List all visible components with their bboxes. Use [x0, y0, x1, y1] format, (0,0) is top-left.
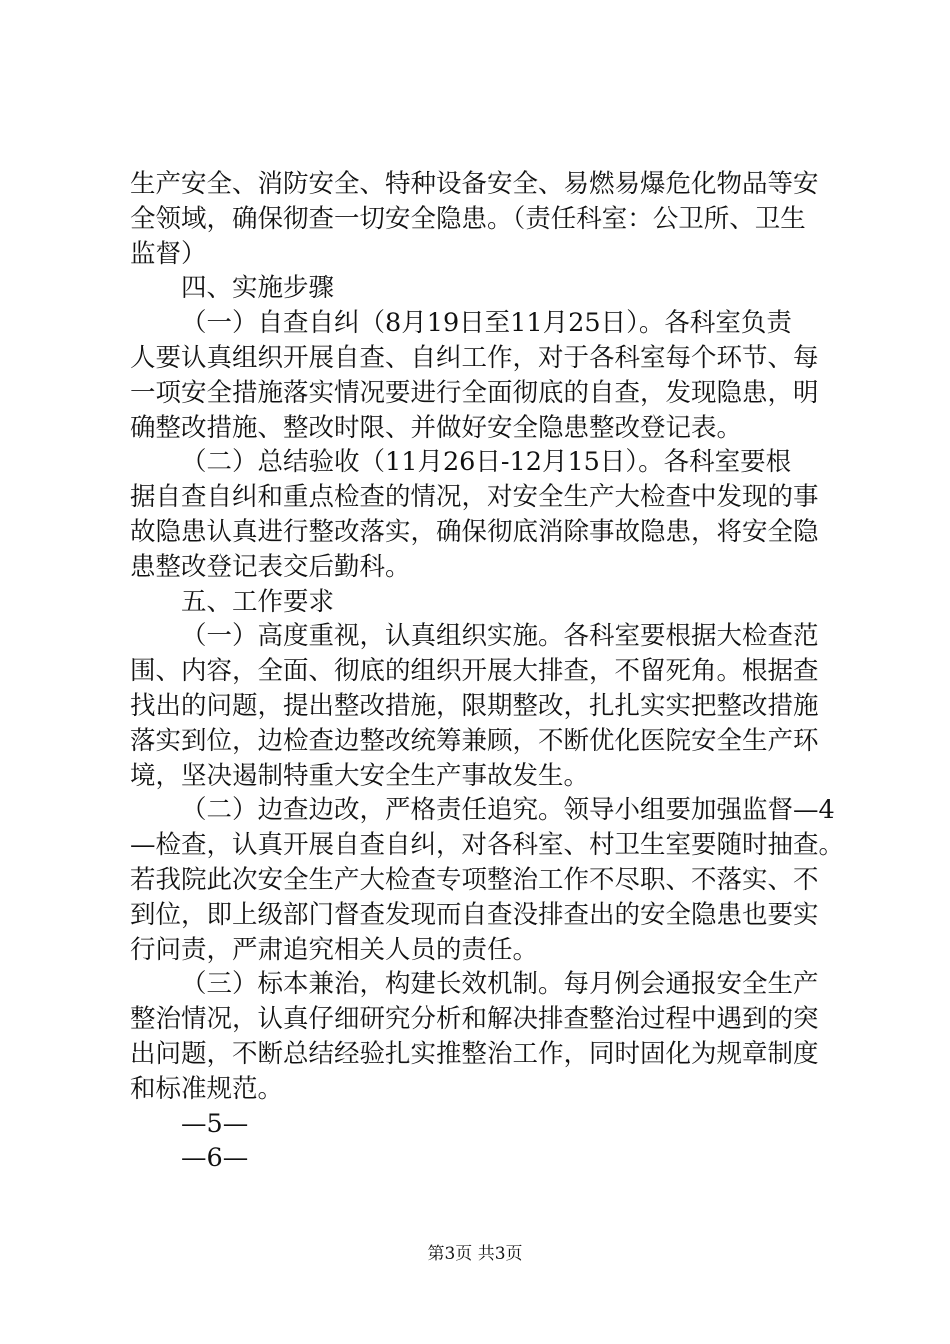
text-line: 据自查自纠和重点检查的情况，对安全生产大检查中发现的事	[130, 482, 819, 513]
text-line: 确整改措施、整改时限、并做好安全隐患整改登记表。	[130, 412, 743, 443]
text-line: 四、实施步骤	[181, 273, 335, 304]
text-line: 患整改登记表交后勤科。	[130, 551, 411, 582]
text-line: 监督）	[130, 238, 207, 269]
text-line: 和标准规范。	[130, 1073, 284, 1104]
text-line: （二）总结验收（11月26日-12月15日）。各科室要根	[181, 447, 792, 478]
text-line: （一）自查自纠（8月19日至11月25日）。各科室负责	[181, 308, 792, 339]
text-line: 若我院此次安全生产大检查专项整治工作不尽职、不落实、不	[130, 864, 819, 895]
text-line: 故隐患认真进行整改落实，确保彻底消除事故隐患，将安全隐	[130, 516, 819, 547]
text-line: 落实到位，边检查边整改统筹兼顾，不断优化医院安全生产环	[130, 725, 819, 756]
text-line: —5—	[181, 1108, 249, 1139]
text-line: （二）边查边改，严格责任追究。领导小组要加强监督—4	[181, 795, 835, 826]
text-line: 围、内容，全面、彻底的组织开展大排查，不留死角。根据查	[130, 656, 819, 687]
text-line: 生产安全、消防安全、特种设备安全、易燃易爆危化物品等安	[130, 169, 819, 199]
text-line: 五、工作要求	[181, 586, 335, 617]
text-line: 找出的问题，提出整改措施，限期整改，扎扎实实把整改措施	[130, 690, 819, 721]
text-line: 一项安全措施落实情况要进行全面彻底的自查，发现隐患，明	[130, 377, 819, 408]
text-line: 整治情况，认真仔细研究分析和解决排查整治过程中遇到的突	[130, 1004, 819, 1035]
text-line: 人要认真组织开展自查、自纠工作，对于各科室每个环节、每	[130, 342, 819, 373]
text-line: —6—	[181, 1143, 249, 1174]
text-line: 到位，即上级部门督查发现而自查没排查出的安全隐患也要实	[130, 899, 819, 930]
page-footer: 第3页 共3页	[427, 1244, 523, 1264]
document-body	[130, 167, 845, 1176]
text-line: 行问责，严肃追究相关人员的责任。	[130, 934, 539, 965]
text-line: （三）标本兼治，构建长效机制。每月例会通报安全生产	[181, 969, 819, 1000]
text-line: 境，坚决遏制特重大安全生产事故发生。	[130, 760, 590, 791]
text-line: —检查，认真开展自查自纠，对各科室、村卫生室要随时抽查。	[130, 830, 845, 861]
text-line: 出问题，不断总结经验扎实推整治工作，同时固化为规章制度	[130, 1038, 819, 1069]
text-line: 全领域，确保彻查一切安全隐患。（责任科室：公卫所、卫生	[130, 203, 806, 234]
text-line: （一）高度重视，认真组织实施。各科室要根据大检查范	[181, 621, 819, 652]
